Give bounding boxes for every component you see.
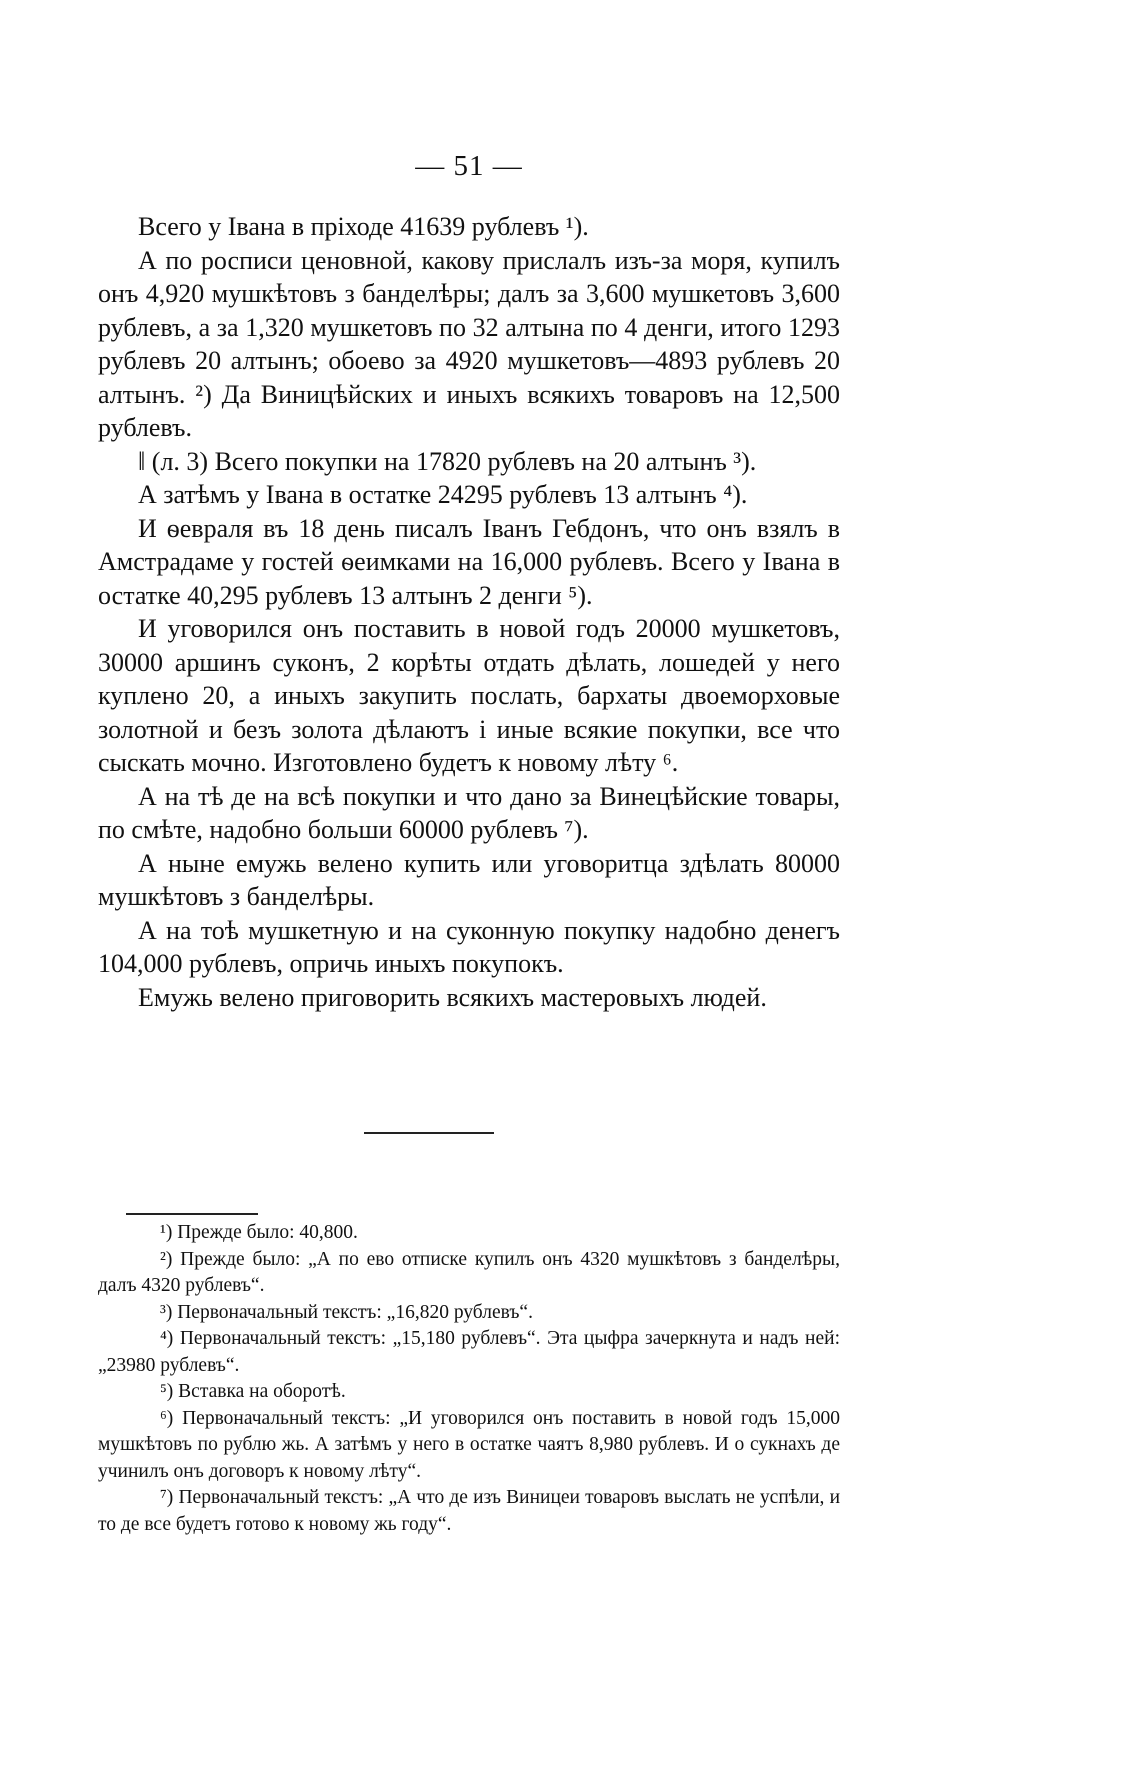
footnote-3: ³) Первоначальный текстъ: „16,820 рублевъ“. [160,1301,533,1323]
footnotes [98,1220,840,1538]
paragraph-10: Емужь велено приговорить всякихъ мастеровыхъ людей. [138,982,767,1012]
footnote-2: ²) Прежде было: „А по ево отписке купилъ онъ 4320 мушкѣтовъ з банделѣры, далъ 4320 рублевъ“. [98,1248,840,1296]
paragraph-3: ‖ (л. 3) Всего покупки на 17820 рублевъ на 20 алтынъ ³). [138,446,757,476]
footnote-6: ⁶) Первоначальный текстъ: „И уговорился онъ поставить в новой годъ 15,000 мушкѣтовъ по рублю жь. А затѣмъ у него в остатке чаятъ 8,980 рублевъ. И о сукнахъ де учинилъ онъ договоръ к новому лѣту“. [98,1407,840,1482]
footnote-5: ⁵) Вставка на оборотѣ. [160,1381,346,1402]
paragraph-1: Всего у Івана в пріходе 41639 рублевъ ¹). [138,212,589,241]
paragraph-5: И ѳевраля въ 18 день писалъ Іванъ Гебдонъ, что онъ взялъ в Амстрадаме у гостей ѳеимками на 16,000 рублевъ. Всего у Івана в остатке 40,295 рублевъ 13 алтынъ 2 денги ⁵). [98,513,840,610]
body-text [98,210,840,1014]
paragraph-6: И уговорился онъ поставить в новой годъ 20000 мушкетовъ, 30000 аршинъ суконъ, 2 корѣты отдать дѣлать, лошедей у него куплено 20, а иныхъ закупить послать, бархаты двоеморховые золотной и безъ золота дѣлаютъ і иные всякие покупки, все что сыскать мочно. Изготовлено будетъ к новому лѣту ⁶. [98,614,840,777]
footnote-1: ¹) Прежде было: 40,800. [160,1222,358,1243]
footnote-rule [126,1213,258,1215]
footnote-7: ⁷) Первоначальный текстъ: „А что де изъ Виницеи товаровъ выслать не успѣли, и то де все будетъ готово к новому жь году“. [98,1487,840,1535]
paragraph-2: А по росписи ценовной, какову прислалъ изъ-за моря, купилъ онъ 4,920 мушкѣтовъ з банделѣры; далъ за 3,600 мушкетовъ 3,600 рублевъ, а за 1,320 мушкетовъ по 32 алтына по 4 денги, итого 1293 рублевъ 20 алтынъ; обоево за 4920 мушкетовъ—4893 рублевъ 20 алтынъ. ²) Да Виницѣйских и иныхъ всякихъ товаровъ на 12,500 рублевъ. [98,245,840,442]
paragraph-8: А ныне емужь велено купить или уговоритца здѣлать 80000 мушкѣтовъ з банделѣры. [98,848,840,911]
paragraph-9: А на тоѣ мушкетную и на суконную покупку надобно денегъ 104,000 рублевъ, опричь иныхъ покупокъ. [98,915,840,978]
footnote-4: ⁴) Первоначальный текстъ: „15,180 рублевъ“. Эта цыфра зачеркнута и надъ ней: „23980 рублевъ“. [98,1328,840,1376]
paragraph-4: А затѣмъ у Івана в остатке 24295 рублевъ 13 алтынъ ⁴). [138,480,748,509]
paragraph-7: А на тѣ де на всѣ покупки и что дано за Винецѣйские товары, по смѣте, надобно больши 60000 рублевъ ⁷). [98,781,840,844]
section-divider [364,1132,494,1134]
page-number: — 51 — [415,150,523,182]
